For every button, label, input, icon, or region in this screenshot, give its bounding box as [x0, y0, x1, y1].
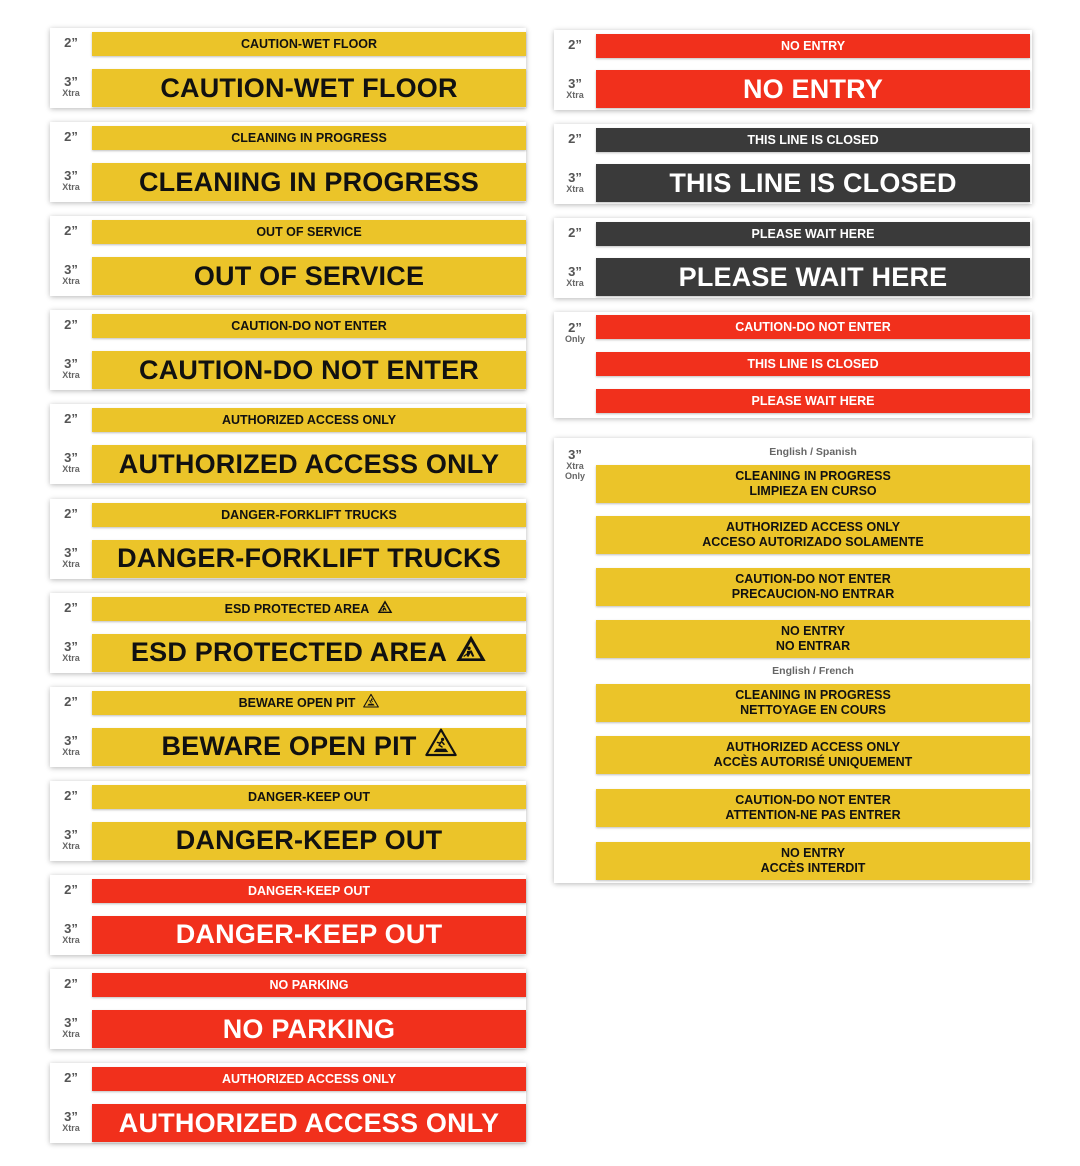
size-number: 3”: [64, 826, 78, 842]
bilingual-sign-strip: [596, 620, 1030, 658]
size-number: 3”: [64, 732, 78, 748]
size-number: 2”: [64, 787, 78, 803]
size-note: Xtra: [62, 182, 80, 193]
section-heading-spanish: English / Spanish: [769, 446, 857, 458]
size-label-3in-xtra: [50, 75, 92, 98]
sign-text-english: CLEANING IN PROGRESS: [735, 688, 891, 702]
sign-text: CAUTION-DO NOT ENTER: [139, 354, 479, 385]
bilingual-sign-strip: [596, 789, 1030, 827]
sign-strip-3in: [92, 634, 526, 672]
sign-strip-3in: [92, 163, 526, 201]
sign-text: CAUTION-WET FLOOR: [160, 72, 458, 103]
sign-text: DANGER-KEEP OUT: [247, 883, 370, 898]
sign-card: [50, 1063, 526, 1143]
size-label-3in-xtra: [50, 451, 92, 474]
sign-text-english: NO ENTRY: [780, 846, 846, 860]
sign-strip-2in: [92, 126, 526, 150]
sign-text: AUTHORIZED ACCESS ONLY: [221, 413, 397, 428]
size-number: 3”: [64, 450, 78, 466]
size-number: 2”: [568, 225, 582, 240]
size-label-3in-xtra: [554, 77, 596, 100]
size-number: 3”: [64, 356, 78, 372]
size-number: 2”: [64, 881, 78, 897]
sign-strip-3in: [92, 351, 526, 389]
size-number: 3”: [64, 544, 78, 560]
sign-strip-2in: [596, 222, 1030, 246]
sign-text: OUT OF SERVICE: [193, 260, 425, 291]
open-pit-warning-icon: [425, 727, 457, 766]
sign-card: [554, 124, 1032, 204]
size-number: 2”: [64, 693, 78, 709]
size-label-3in-xtra: [50, 357, 92, 380]
size-label-3in-xtra: [554, 171, 596, 194]
sign-strip-2in: [596, 352, 1030, 376]
sign-strip-3in: [596, 70, 1030, 108]
sign-strip-2in: [92, 785, 526, 809]
sign-text: BEWARE OPEN PIT: [238, 695, 356, 710]
sign-card: [554, 30, 1032, 110]
sign-text-translation: ACCÈS AUTORISÉ UNIQUEMENT: [713, 755, 913, 769]
sign-text: THIS LINE IS CLOSED: [747, 357, 879, 371]
bilingual-sign-strip: [596, 684, 1030, 722]
sign-text-translation: NO ENTRAR: [775, 639, 851, 653]
sign-text: AUTHORIZED ACCESS ONLY: [221, 1072, 397, 1087]
size-label-3in-xtra-only: [554, 448, 596, 481]
sign-card: [50, 499, 526, 579]
size-number: 3”: [64, 262, 78, 278]
sign-card: [50, 28, 526, 108]
sign-strip-2in: [92, 691, 526, 715]
sign-text-translation: ACCÈS INTERDIT: [760, 861, 866, 875]
size-label-3in-xtra: [50, 263, 92, 286]
size-label-3in-xtra: [50, 546, 92, 569]
sign-card: [50, 593, 526, 673]
sign-text-english: AUTHORIZED ACCESS ONLY: [725, 520, 901, 534]
sign-text: NO PARKING: [222, 1013, 396, 1044]
sign-text: DANGER-FORKLIFT TRUCKS: [117, 543, 501, 573]
size-number: 3”: [64, 168, 78, 184]
sign-strip-2in: [92, 1067, 526, 1091]
size-note: Xtra: [566, 278, 584, 288]
open-pit-warning-icon: [363, 693, 379, 712]
size-note: Xtra: [566, 90, 584, 100]
size-label-2in: [50, 224, 92, 237]
size-number: 2”: [568, 320, 582, 335]
sign-text: NO PARKING: [269, 978, 349, 992]
sign-strip-2in: [92, 408, 526, 432]
size-number: 3”: [568, 264, 582, 279]
size-label-2in: [50, 318, 92, 331]
sign-text: CAUTION-WET FLOOR: [240, 37, 378, 51]
sign-text: NO ENTRY: [742, 73, 884, 104]
size-note: Only: [564, 471, 585, 481]
size-note: Xtra: [62, 464, 80, 475]
sign-text: PLEASE WAIT HERE: [678, 261, 948, 292]
size-note: Xtra: [566, 184, 584, 194]
sign-strip-3in: [92, 69, 526, 107]
size-label-3in-xtra: [50, 1016, 92, 1039]
sign-text: NO ENTRY: [780, 39, 846, 53]
size-number: 2”: [64, 317, 78, 333]
size-label-2in: [50, 789, 92, 802]
sign-text: PLEASE WAIT HERE: [751, 227, 875, 241]
bilingual-sign-strip: [596, 465, 1030, 503]
size-number: 3”: [64, 920, 78, 936]
size-number: 3”: [568, 170, 582, 185]
sign-text-english: AUTHORIZED ACCESS ONLY: [725, 740, 901, 754]
sign-text-translation: ACCESO AUTORIZADO SOLAMENTE: [702, 535, 924, 549]
size-label-2in: [50, 601, 92, 614]
size-number: 3”: [64, 638, 78, 654]
size-label-2in: [50, 412, 92, 425]
size-number: 3”: [64, 1015, 78, 1030]
size-note: Xtra: [62, 1029, 80, 1039]
size-label-2in: [50, 1071, 92, 1084]
size-label-2in: [554, 38, 596, 51]
size-label-2in: [50, 507, 92, 520]
size-label-2in: [50, 695, 92, 708]
size-number: 2”: [64, 1070, 78, 1086]
sign-strip-3in: [92, 257, 526, 295]
size-label-3in-xtra: [50, 922, 92, 945]
size-note: Xtra: [62, 840, 80, 851]
size-note: Xtra: [62, 1123, 80, 1134]
size-note: Xtra: [62, 88, 80, 98]
sign-text: ESD PROTECTED AREA: [224, 601, 370, 616]
size-note: Xtra: [62, 652, 80, 663]
sign-text: AUTHORIZED ACCESS ONLY: [118, 448, 500, 479]
size-note: Only: [564, 334, 585, 344]
sign-card: [50, 875, 526, 955]
size-note: Xtra: [62, 934, 80, 945]
bilingual-sign-strip: [596, 736, 1030, 774]
size-number: 2”: [64, 505, 78, 521]
sign-text: CAUTION-DO NOT ENTER: [735, 320, 891, 334]
size-number: 2”: [568, 131, 582, 146]
size-note: Xtra: [62, 558, 80, 569]
sign-strip-2in: [596, 34, 1030, 58]
sign-text: AUTHORIZED ACCESS ONLY: [118, 1107, 500, 1138]
sign-strip-2in: [92, 973, 526, 997]
sign-strip-3in: [92, 916, 526, 954]
sign-strip-3in: [92, 1010, 526, 1048]
size-label-3in-xtra: [50, 734, 92, 757]
sign-card: [50, 216, 526, 296]
sign-card: [554, 218, 1032, 298]
sign-card: [50, 969, 526, 1049]
sign-text: ESD PROTECTED AREA: [130, 637, 448, 668]
size-label-3in-xtra: [50, 828, 92, 851]
sign-strip-2in: [92, 314, 526, 338]
size-number: 3”: [568, 447, 582, 462]
sign-strip-2in: [92, 503, 526, 527]
bilingual-sign-strip: [596, 842, 1030, 880]
sign-text-english: CLEANING IN PROGRESS: [735, 469, 891, 483]
size-note: Xtra: [62, 746, 80, 757]
sign-card: [50, 687, 526, 767]
size-number: 3”: [64, 1109, 78, 1125]
size-number: 2”: [64, 35, 78, 50]
size-note: Xtra: [62, 276, 80, 287]
size-label-3in-xtra: [50, 169, 92, 192]
size-number: 3”: [64, 74, 78, 89]
sign-text-english: NO ENTRY: [780, 624, 846, 638]
sign-strip-2in: [596, 389, 1030, 413]
sign-text: THIS LINE IS CLOSED: [669, 167, 957, 198]
sign-text-english: CAUTION-DO NOT ENTER: [735, 793, 891, 807]
sign-text: CAUTION-DO NOT ENTER: [231, 319, 387, 334]
sign-strip-2in: [92, 220, 526, 244]
size-label-3in-xtra: [554, 265, 596, 288]
size-label-2in: [50, 977, 92, 990]
esd-warning-icon: [377, 599, 393, 618]
size-number: 2”: [64, 129, 78, 145]
sign-strip-3in: [92, 728, 526, 766]
sign-text: BEWARE OPEN PIT: [161, 731, 417, 762]
size-number: 2”: [568, 37, 582, 52]
size-note: Xtra: [62, 370, 80, 381]
size-label-2in: [50, 130, 92, 143]
esd-warning-icon: [455, 633, 487, 672]
sign-text: DANGER-KEEP OUT: [175, 825, 443, 856]
sign-card: [50, 404, 526, 484]
size-note: Xtra: [566, 461, 584, 471]
sign-text-translation: NETTOYAGE EN COURS: [740, 703, 886, 717]
sign-text: DANGER-FORKLIFT TRUCKS: [221, 507, 397, 522]
size-number: 2”: [64, 599, 78, 615]
sign-strip-3in: [596, 258, 1030, 296]
size-label-2in: [50, 883, 92, 896]
sign-text: PLEASE WAIT HERE: [751, 394, 875, 408]
sign-text-translation: PRECAUCION-NO ENTRAR: [731, 587, 895, 601]
sign-strip-2in: [596, 315, 1030, 339]
sign-text-english: CAUTION-DO NOT ENTER: [735, 572, 891, 586]
size-number: 2”: [64, 411, 78, 427]
bilingual-sign-strip: [596, 568, 1030, 606]
size-number: 2”: [64, 223, 78, 239]
sign-strip-3in: [92, 1104, 526, 1142]
sign-card: [50, 122, 526, 202]
sign-card: [50, 310, 526, 390]
size-label-2in-only: [554, 321, 596, 344]
sign-strip-3in: [596, 164, 1030, 202]
sign-strip-3in: [92, 540, 526, 578]
size-label-2in: [554, 226, 596, 239]
sign-text: DANGER-KEEP OUT: [247, 789, 370, 804]
sign-strip-2in: [596, 128, 1030, 152]
sign-card: [50, 781, 526, 861]
size-label-2in: [554, 132, 596, 145]
sign-text: CLEANING IN PROGRESS: [231, 131, 387, 146]
size-number: 2”: [64, 976, 78, 991]
sign-strip-2in: [92, 32, 526, 56]
sign-strip-2in: [92, 597, 526, 621]
sign-strip-3in: [92, 445, 526, 483]
size-label-2in: [50, 36, 92, 49]
size-label-3in-xtra: [50, 1110, 92, 1133]
sign-text-translation: LIMPIEZA EN CURSO: [749, 484, 877, 498]
sign-text-translation: ATTENTION-NE PAS ENTRER: [725, 808, 901, 822]
sign-strip-3in: [92, 822, 526, 860]
sign-text: CLEANING IN PROGRESS: [138, 166, 480, 197]
section-heading-french: English / French: [772, 665, 854, 677]
size-number: 3”: [568, 76, 582, 91]
sign-text: THIS LINE IS CLOSED: [747, 133, 879, 147]
sign-text: OUT OF SERVICE: [256, 225, 362, 240]
bilingual-sign-strip: [596, 516, 1030, 554]
sign-strip-2in: [92, 879, 526, 903]
bilingual-card: [554, 438, 1032, 883]
two-inch-only-card: [554, 312, 1032, 418]
size-label-3in-xtra: [50, 640, 92, 663]
sign-text: DANGER-KEEP OUT: [175, 919, 443, 950]
